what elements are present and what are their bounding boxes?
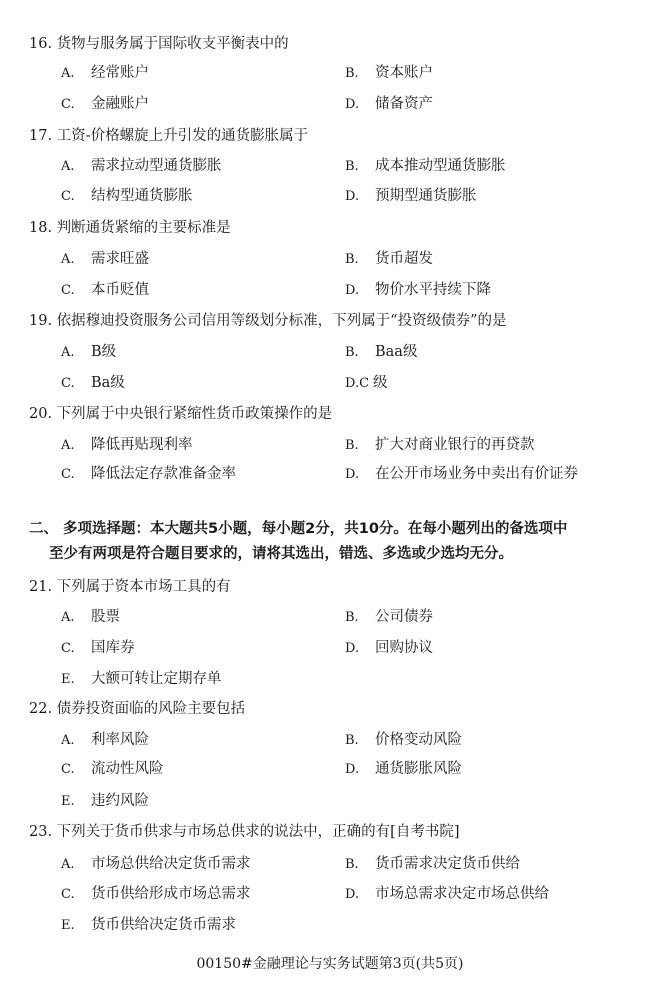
option-23-b: B. 货币需求决定货币供给 (345, 856, 520, 872)
option-20-b: B. 扩大对商业银行的再贷款 (345, 437, 535, 453)
option-23-c: C. 货币供给形成市场总需求 (61, 886, 251, 902)
option-21-d: D. 回购协议 (345, 640, 433, 656)
option-21-e: E. 大额可转让定期存单 (61, 671, 222, 687)
question-19: 19. 依据穆迪投资服务公司信用等级划分标准，下列属于“投资级债券”的是 (29, 313, 507, 329)
question-21: 21. 下列属于资本市场工具的有 (29, 579, 231, 595)
option-22-c: C. 流动性风险 (61, 761, 164, 777)
option-19-b: B. Baa级 (345, 344, 418, 360)
option-16-a: A. 经常账户 (61, 65, 149, 81)
option-18-b: B. 货币超发 (345, 251, 433, 267)
option-20-a: A. 降低再贴现利率 (61, 437, 193, 453)
question-stem: 下列属于资本市场工具的有 (56, 579, 231, 595)
option-22-d: D. 通货膨胀风险 (345, 761, 462, 777)
question-23: 23. 下列关于货币供求与市场总供求的说法中，正确的有[自考书院] (29, 824, 460, 840)
option-19-a: A. B级 (61, 344, 117, 360)
question-17: 17. 工资-价格螺旋上升引发的通货膨胀属于 (29, 128, 309, 144)
option-18-c: C. 本币贬值 (61, 282, 149, 298)
option-22-a: A. 利率风险 (61, 732, 149, 748)
option-22-b: B. 价格变动风险 (345, 732, 462, 748)
question-stem: 货物与服务属于国际收支平衡表中的 (56, 36, 289, 52)
option-20-c: C. 降低法定存款准备金率 (61, 466, 236, 482)
question-stem: 依据穆迪投资服务公司信用等级划分标准，下列属于“投资级债券”的是 (56, 313, 507, 329)
question-20: 20. 下列属于中央银行紧缩性货币政策操作的是 (29, 406, 333, 422)
option-20-d: D. 在公开市场业务中卖出有价证券 (345, 466, 578, 482)
option-18-a: A. 需求旺盛 (61, 251, 149, 267)
option-21-b: B. 公司债券 (345, 609, 433, 625)
question-stem: 债券投资面临的风险主要包括 (56, 701, 246, 717)
section-instructions: 至少有两项是符合题目要求的，请将其选出，错选、多选或少选均无分。 (49, 546, 513, 562)
option-19-c: C. Ba级 (61, 375, 125, 391)
option-18-d: D. 物价水平持续下降 (345, 282, 491, 298)
question-stem: 工资-价格螺旋上升引发的通货膨胀属于 (56, 128, 309, 144)
option-16-d: D. 储备资产 (345, 96, 433, 112)
option-17-d: D. 预期型通货膨胀 (345, 188, 477, 204)
question-stem: 判断通货紧缩的主要标准是 (56, 220, 231, 236)
option-17-b: B. 成本推动型通货膨胀 (345, 158, 506, 174)
page-footer: 00150#金融理论与实务试题第3页(共5页) (196, 956, 464, 972)
option-17-c: C. 结构型通货膨胀 (61, 188, 193, 204)
option-17-a: A. 需求拉动型通货膨胀 (61, 158, 222, 174)
option-21-a: A. 股票 (61, 609, 120, 625)
question-18: 18. 判断通货紧缩的主要标准是 (29, 220, 231, 236)
option-19-d: D.C 级 (345, 375, 388, 391)
question-16: 16. 货物与服务属于国际收支平衡表中的 (29, 36, 289, 52)
question-stem: 下列关于货币供求与市场总供求的说法中，正确的有[自考书院] (56, 824, 460, 840)
option-23-e: E. 货币供给决定货币需求 (61, 917, 236, 933)
option-22-e: E. 违约风险 (61, 793, 149, 809)
option-16-b: B. 资本账户 (345, 65, 433, 81)
option-21-c: C. 国库券 (61, 640, 135, 656)
section-heading: 二、 多项选择题：本大题共5小题，每小题2分，共10分。在每小题列出的备选项中 (29, 521, 568, 537)
question-22: 22. 债券投资面临的风险主要包括 (29, 701, 246, 717)
option-23-d: D. 市场总需求决定市场总供给 (345, 886, 549, 902)
option-16-c: C. 金融账户 (61, 96, 149, 112)
question-stem: 下列属于中央银行紧缩性货币政策操作的是 (56, 406, 333, 422)
option-23-a: A. 市场总供给决定货币需求 (61, 856, 251, 872)
